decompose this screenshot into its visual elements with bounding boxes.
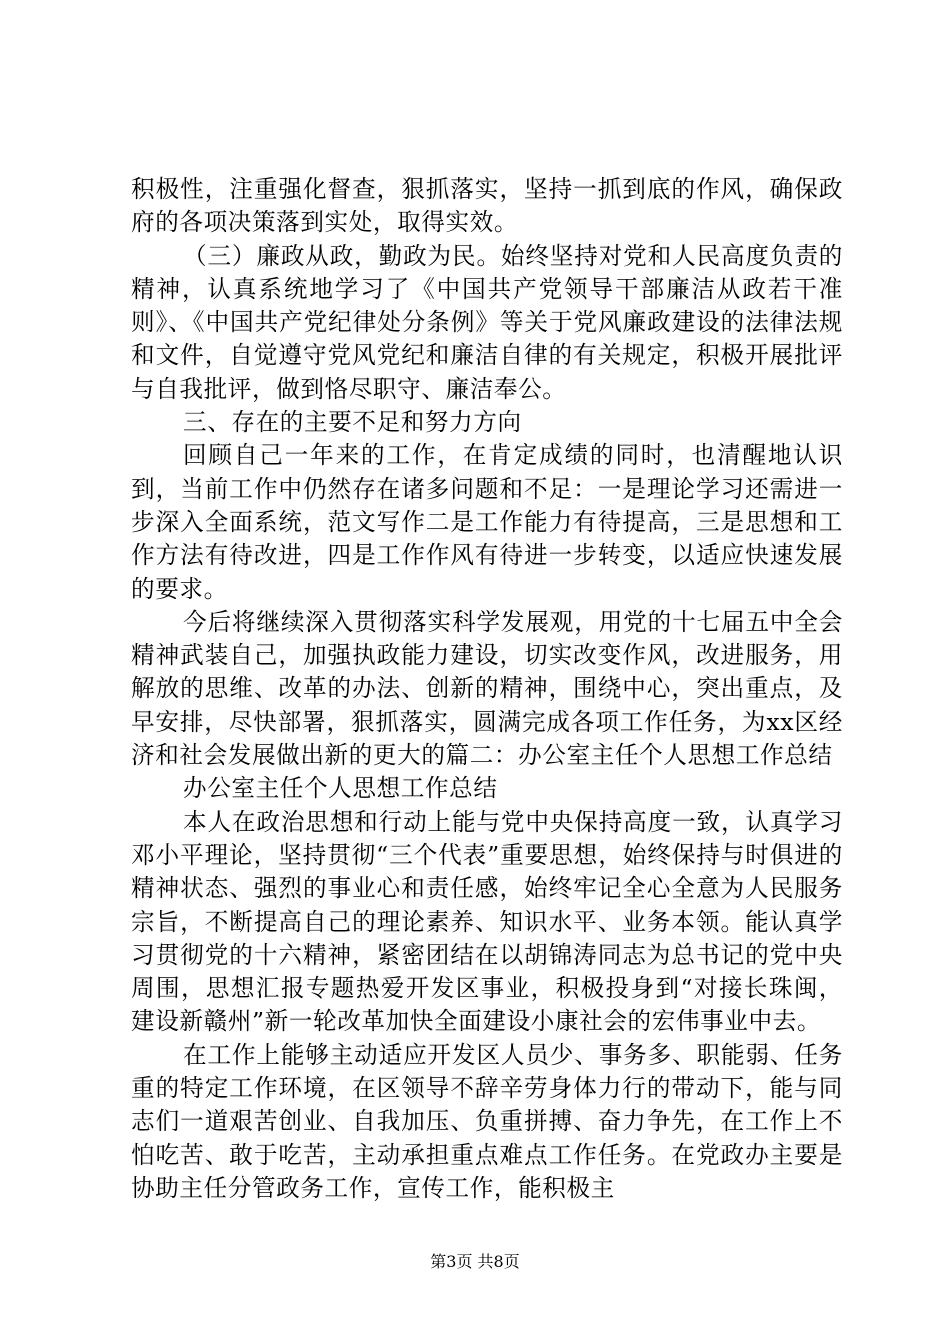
paragraph: 今后将继续深入贯彻落实科学发展观，用党的十七届五中全会精神武装自己，加强执政能力建设，切实改变作风，改进服务，用解放的思维、改革的办法、创新的精神，围绕中心，突出重点，及早安排，尽快部署，狠抓落实，圆满完成各项工作任务，为xx区经济和社会发展做出新的更大的篇二：办公室主任个人思想工作总结 xyxy=(131,607,843,770)
paragraph: 本人在政治思想和行动上能与党中央保持高度一致，认真学习邓小平理论，坚持贯彻“三个代表”重要思想，始终保持与时俱进的精神状态、强烈的事业心和责任感，始终牢记全心全意为人民服务宗旨，不断提高自己的理论素养、知识水平、业务本领。能认真学习贯彻党的十六精神，紧密团结在以胡锦涛同志为总书记的党中央周围，思想汇报专题热爱开发区事业，积极投身到“对接长珠闽，建设新赣州”新一轮改革加快全面建设小康社会的宏伟事业中去。 xyxy=(131,807,843,1036)
page-footer: 第3页 共8页 xyxy=(430,1252,520,1271)
section-heading: 三、存在的主要不足和努力方向 xyxy=(183,408,522,437)
document-body xyxy=(131,173,843,1205)
section-heading: 办公室主任个人思想工作总结 xyxy=(183,774,498,803)
paragraph: 回顾自己一年来的工作，在肯定成绩的同时，也清醒地认识到，当前工作中仍然存在诸多问题和不足：一是理论学习还需进一步深入全面系统，范文写作二是工作能力有待提高，三是思想和工作方法有待改进，四是工作作风有待进一步转变，以适应快速发展的要求。 xyxy=(131,441,843,603)
paragraph: 在工作上能够主动适应开发区人员少、事务多、职能弱、任务重的特定工作环境，在区领导不辞辛劳身体力行的带动下，能与同志们一道艰苦创业、自我加压、负重拼搏、奋力争先，在工作上不怕吃苦、敢于吃苦，主动承担重点难点工作任务。在党政办主要是协助主任分管政务工作，宣传工作，能积极主 xyxy=(131,1040,843,1202)
paragraph: 积极性，注重强化督查，狠抓落实，坚持一抓到底的作风，确保政府的各项决策落到实处，取得实效。 xyxy=(131,175,843,237)
paragraph: （三）廉政从政，勤政为民。始终坚持对党和人民高度负责的精神，认真系统地学习了《中国共产党领导干部廉洁从政若干准则》、《中国共产党纪律处分条例》等关于党风廉政建设的法律法规和文件，自觉遵守党风党纪和廉洁自律的有关规定，积极开展批评与自我批评，做到恪尽职守、廉洁奉公。 xyxy=(131,241,843,403)
